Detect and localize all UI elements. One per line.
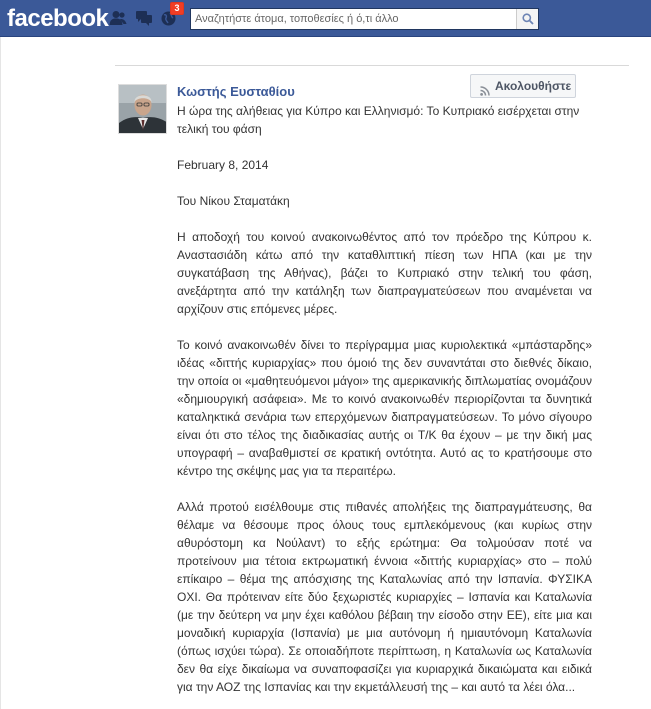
follow-button[interactable] [470, 74, 576, 98]
search-box[interactable] [190, 8, 539, 30]
note-title: Η ώρα της αλήθειας για Κύπρο και Ελληνισμό: Το Κυπριακό εισέρχεται στην τελική του φάση [177, 104, 580, 136]
top-navigation-bar [0, 0, 651, 37]
author-avatar[interactable] [118, 84, 167, 134]
note-body [177, 102, 592, 709]
search-input[interactable] [191, 9, 515, 29]
note-paragraph: Αλλά προτού εισέλθουμε στις πιθανές απολήξεις της διαπραγμάτευσης, θα θέλαμε να θέσουμε προς όλους τους εμπλεκόμενους (και κυρίως στην αθυρόστομη κα Νούλαντ) το εξής ερώτημα: Θα τολμούσαν ποτέ να προτείνουν μια τέτοια εκτρωματική έννοια «διττής κυριαρχίας» στο – πολύ επίκαιρο – θέμα της απόσχισης της Καταλωνίας από την Ισπανία. ΦΥΣΙΚΑ ΟΧΙ. Θα πρότειναν είτε δύο ξεχωριστές κυριαρχίες – Ισπανία και Καταλωνία (με την δεύτερη να μην έχει καθόλου βέβαιη την είσοδο στην ΕΕ), είτε μια και μοναδική κυριαρχία (Ισπανία) με μια αυτόνομη ή ημιαυτόνομη Καταλωνία (όπως ισχύει τώρα). Σε οποιαδήποτε περίπτωση, η Καταλωνία ως Καταλωνία δεν θα είχε δικαίωμα να συναποφασίζει για κυριαρχικά δικαιώματα και ειδικά για την ΑΟΖ της Ισπανίας και την εκμετάλλευσή της – και αυτό τα λέει όλα... [177, 500, 592, 694]
rss-icon [480, 81, 490, 103]
page-border [0, 37, 1, 709]
section-divider [115, 65, 629, 66]
author-name-link[interactable]: Κωστής Ευσταθίου [177, 84, 295, 99]
search-button[interactable] [516, 9, 538, 29]
note-byline: Του Νίκου Σταματάκη [177, 194, 290, 208]
note-paragraph: Το κοινό ανακοινωθέν δίνει το περίγραμμα μιας κυριολεκτικά «μπάσταρδης» ιδέας «διττής κυριαρχίας» που όμοιό της δεν συναντάται στο διεθνές δίκαιο, την οποία οι «μαθητευόμενοι μάγοι» της αμερικανικής διπλωματίας ονομάζουν «δημιουργική ασάφεια». Με το κοινό ανακοινωθέν περιορίζονται τα δυνητικά καταληκτικά σενάρια των επερχόμενων διαπραγματεύσεων. Το μόνο σίγουρο είναι ότι στο τέλος της διαδικασίας αυτής οι Τ/Κ θα έχουν – με την δική μας υπογραφή – αναβαθμιστεί σε κρατική οντότητα. Αυτό ας το κρατήσουμε στο κέντρο της σκέψης μας για τα περαιτέρω. [177, 338, 592, 478]
note-paragraph: Η αποδοχή του κοινού ανακοινωθέντος από τον πρόεδρο της Κύπρου κ. Αναστασιάδη κάτω από την καταθλιπτική πίεση των ΗΠΑ (και με την συγκατάβαση της Αθήνας), βάζει το Κυπριακό στην τελική του φάση, ανεξάρτητα από την κατάληξη των διαπραγματεύσεων που αναμένεται να αρχίζουν στις επόμενες μέρες. [177, 230, 592, 316]
follow-button-label: Ακολουθήστε [495, 79, 572, 93]
note-date: February 8, 2014 [177, 158, 269, 172]
friend-requests-icon[interactable] [109, 10, 127, 26]
facebook-logo[interactable]: facebook [7, 5, 109, 32]
messages-icon[interactable] [135, 10, 153, 26]
notification-badge[interactable]: 3 [170, 2, 184, 15]
search-icon [522, 13, 534, 25]
